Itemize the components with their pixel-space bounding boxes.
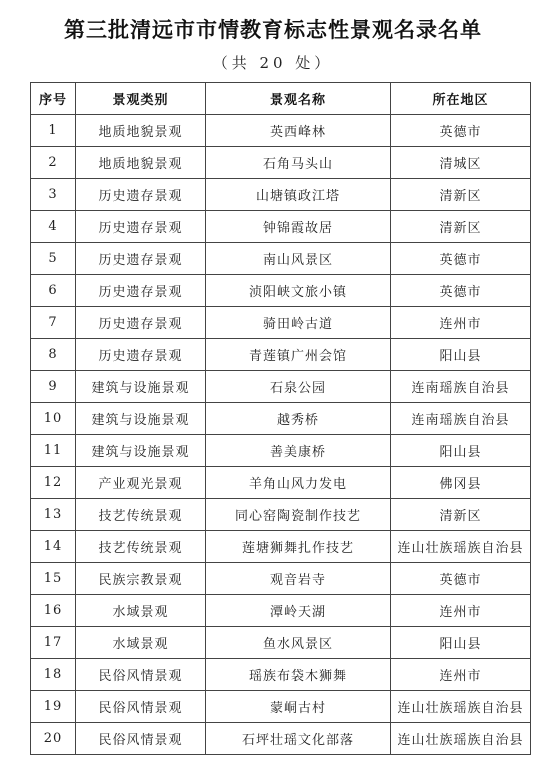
cell-landscape-category: 历史遗存景观 [76, 275, 206, 307]
cell-landscape-category: 民俗风情景观 [76, 691, 206, 723]
cell-serial-number: 3 [31, 179, 76, 211]
cell-serial-number: 16 [31, 595, 76, 627]
table-row [31, 115, 531, 147]
cell-serial-number: 2 [31, 147, 76, 179]
cell-location: 连山壮族瑶族自治县 [391, 691, 531, 723]
cell-serial-number: 9 [31, 371, 76, 403]
cell-landscape-name: 蒙峒古村 [206, 691, 391, 723]
cell-landscape-category: 建筑与设施景观 [76, 371, 206, 403]
cell-landscape-name: 潭岭天湖 [206, 595, 391, 627]
cell-landscape-name: 莲塘狮舞扎作技艺 [206, 531, 391, 563]
cell-location: 连州市 [391, 595, 531, 627]
table-row [31, 307, 531, 339]
cell-landscape-category: 产业观光景观 [76, 467, 206, 499]
cell-serial-number: 10 [31, 403, 76, 435]
document-title: 第三批清远市市情教育标志性景观名录名单 [64, 18, 482, 42]
table-row [31, 691, 531, 723]
table-row [31, 179, 531, 211]
cell-landscape-name: 山塘镇政江塔 [206, 179, 391, 211]
cell-serial-number: 17 [31, 627, 76, 659]
cell-landscape-category: 技艺传统景观 [76, 531, 206, 563]
cell-location: 阳山县 [391, 339, 531, 371]
cell-landscape-name: 石泉公园 [206, 371, 391, 403]
cell-landscape-name: 越秀桥 [206, 403, 391, 435]
cell-landscape-category: 历史遗存景观 [76, 243, 206, 275]
cell-landscape-category: 建筑与设施景观 [76, 403, 206, 435]
cell-landscape-category: 水域景观 [76, 627, 206, 659]
table-row [31, 275, 531, 307]
header-location: 所在地区 [391, 83, 531, 115]
cell-serial-number: 7 [31, 307, 76, 339]
cell-landscape-category: 历史遗存景观 [76, 307, 206, 339]
header-serial-number: 序号 [31, 83, 76, 115]
cell-location: 英德市 [391, 115, 531, 147]
cell-landscape-name: 瑶族布袋木狮舞 [206, 659, 391, 691]
table-row [31, 659, 531, 691]
cell-location: 清新区 [391, 179, 531, 211]
cell-landscape-name: 鱼水风景区 [206, 627, 391, 659]
cell-serial-number: 13 [31, 499, 76, 531]
cell-landscape-name: 石角马头山 [206, 147, 391, 179]
cell-location: 连南瑶族自治县 [391, 403, 531, 435]
cell-landscape-name: 石坪壮瑶文化部落 [206, 723, 391, 755]
cell-landscape-category: 水域景观 [76, 595, 206, 627]
cell-landscape-name: 骑田岭古道 [206, 307, 391, 339]
cell-location: 连山壮族瑶族自治县 [391, 723, 531, 755]
cell-landscape-name: 英西峰林 [206, 115, 391, 147]
cell-serial-number: 4 [31, 211, 76, 243]
cell-serial-number: 6 [31, 275, 76, 307]
cell-location: 清新区 [391, 211, 531, 243]
cell-landscape-name: 南山风景区 [206, 243, 391, 275]
cell-landscape-category: 历史遗存景观 [76, 339, 206, 371]
cell-landscape-category: 民俗风情景观 [76, 723, 206, 755]
cell-serial-number: 1 [31, 115, 76, 147]
cell-serial-number: 18 [31, 659, 76, 691]
cell-location: 连州市 [391, 659, 531, 691]
table-row [31, 339, 531, 371]
table-row [31, 627, 531, 659]
header-landscape-name: 景观名称 [206, 83, 391, 115]
cell-location: 英德市 [391, 563, 531, 595]
table-header-row [31, 83, 531, 115]
cell-serial-number: 19 [31, 691, 76, 723]
table-row [31, 563, 531, 595]
cell-landscape-category: 地质地貌景观 [76, 147, 206, 179]
cell-location: 清城区 [391, 147, 531, 179]
cell-landscape-name: 钟锦霞故居 [206, 211, 391, 243]
cell-serial-number: 5 [31, 243, 76, 275]
cell-landscape-category: 历史遗存景观 [76, 211, 206, 243]
cell-location: 连南瑶族自治县 [391, 371, 531, 403]
cell-location: 阳山县 [391, 435, 531, 467]
table-row [31, 531, 531, 563]
cell-location: 连山壮族瑶族自治县 [391, 531, 531, 563]
table-row [31, 403, 531, 435]
cell-serial-number: 14 [31, 531, 76, 563]
table-row [31, 147, 531, 179]
cell-landscape-category: 民俗风情景观 [76, 659, 206, 691]
cell-location: 清新区 [391, 499, 531, 531]
cell-landscape-category: 技艺传统景观 [76, 499, 206, 531]
cell-landscape-name: 善美康桥 [206, 435, 391, 467]
cell-serial-number: 11 [31, 435, 76, 467]
cell-serial-number: 15 [31, 563, 76, 595]
cell-landscape-category: 地质地貌景观 [76, 115, 206, 147]
cell-serial-number: 20 [31, 723, 76, 755]
cell-location: 连州市 [391, 307, 531, 339]
table-row [31, 723, 531, 755]
table-row [31, 371, 531, 403]
cell-location: 英德市 [391, 243, 531, 275]
document-subtitle: （共 20 处） [212, 54, 334, 72]
table-body [31, 115, 531, 755]
cell-location: 佛冈县 [391, 467, 531, 499]
cell-landscape-name: 同心窑陶瓷制作技艺 [206, 499, 391, 531]
cell-location: 阳山县 [391, 627, 531, 659]
cell-landscape-category: 建筑与设施景观 [76, 435, 206, 467]
table-row [31, 499, 531, 531]
table-row [31, 211, 531, 243]
landscape-list-table [30, 82, 531, 755]
cell-landscape-name: 青莲镇广州会馆 [206, 339, 391, 371]
cell-landscape-name: 观音岩寺 [206, 563, 391, 595]
header-landscape-category: 景观类别 [76, 83, 206, 115]
cell-landscape-name: 浈阳峡文旅小镇 [206, 275, 391, 307]
cell-landscape-name: 羊角山风力发电 [206, 467, 391, 499]
cell-location: 英德市 [391, 275, 531, 307]
table-row [31, 243, 531, 275]
cell-serial-number: 12 [31, 467, 76, 499]
cell-landscape-category: 民族宗教景观 [76, 563, 206, 595]
cell-serial-number: 8 [31, 339, 76, 371]
table-row [31, 595, 531, 627]
cell-landscape-category: 历史遗存景观 [76, 179, 206, 211]
table-row [31, 467, 531, 499]
table-row [31, 435, 531, 467]
